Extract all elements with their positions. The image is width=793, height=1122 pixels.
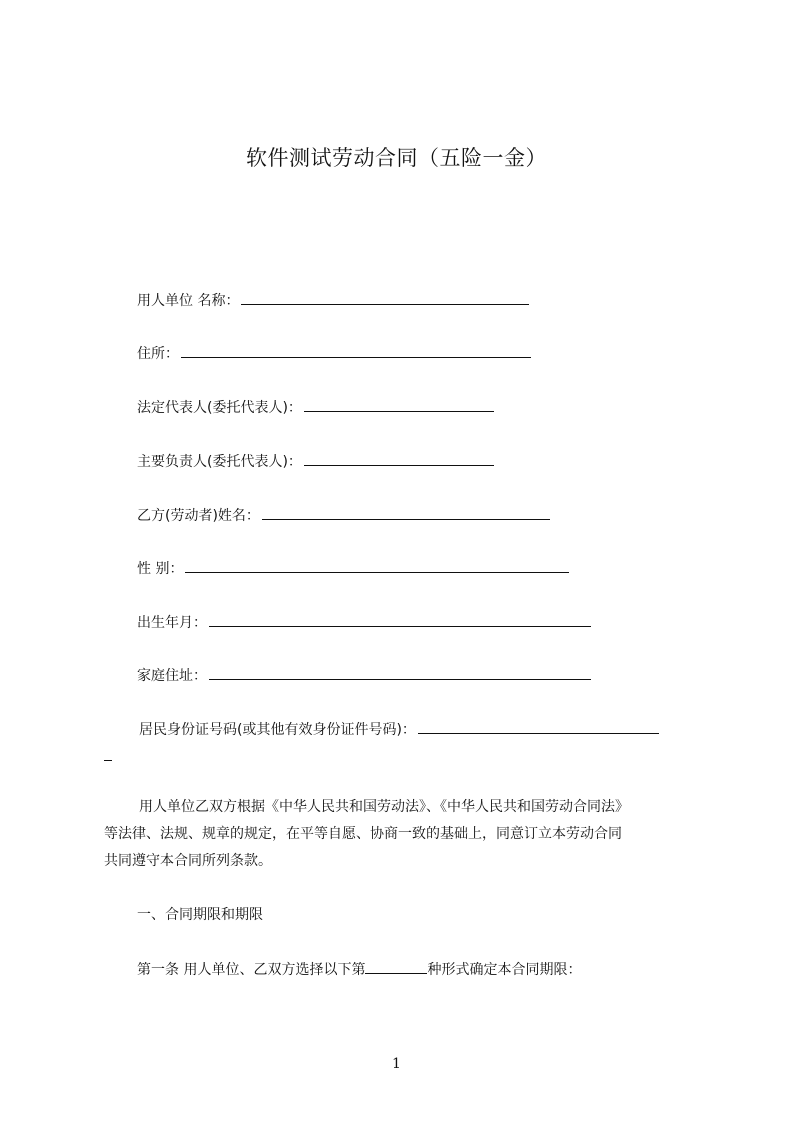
home-address-label: 家庭住址： [137, 668, 207, 684]
legal-rep-label: 法定代表人(委托代表人)： [137, 400, 302, 416]
article-1-text-before: 第一条 用人单位、乙双方选择以下第 [137, 962, 366, 978]
employee-name-field [137, 505, 550, 526]
id-number-blank [418, 719, 659, 734]
birth-date-blank [209, 612, 591, 627]
intro-line-3: 共同遵守本合同所列条款。 [104, 853, 272, 869]
gender-blank [185, 558, 569, 573]
id-number-blank-continuation [104, 760, 112, 761]
birth-date-label: 出生年月： [137, 615, 207, 631]
home-address-field [137, 665, 591, 686]
address-blank [181, 343, 531, 358]
section-heading-contract-term: 一、合同期限和期限 [137, 907, 263, 923]
principal-blank [304, 451, 494, 466]
article-1 [137, 959, 581, 980]
principal-label: 主要负责人(委托代表人)： [137, 454, 302, 470]
employer-name-blank [241, 290, 529, 305]
principal-field [137, 451, 494, 472]
employee-name-label: 乙方(劳动者)姓名： [137, 508, 260, 524]
document-title: 软件测试劳动合同（五险一金） [246, 146, 547, 170]
legal-rep-blank [304, 397, 494, 412]
home-address-blank [209, 665, 591, 680]
birth-date-field [137, 612, 591, 633]
gender-field [137, 558, 569, 579]
id-number-field [139, 719, 659, 740]
legal-rep-field [137, 397, 494, 418]
address-label: 住所： [137, 346, 179, 362]
employer-name-field [137, 290, 529, 311]
intro-line-1: 用人单位乙双方根据《中华人民共和国劳动法》、《中华人民共和国劳动合同法》 [139, 799, 629, 815]
id-number-label: 居民身份证号码(或其他有效身份证件号码)： [139, 722, 416, 738]
article-1-blank [365, 959, 427, 974]
address-field [137, 343, 531, 364]
intro-line-2: 等法律、法规、规章的规定，在平等自愿、协商一致的基础上，同意订立本劳动合同 [104, 826, 622, 842]
employee-name-blank [262, 505, 550, 520]
page-number: 1 [392, 1056, 401, 1072]
article-1-text-after: 种形式确定本合同期限： [427, 962, 582, 978]
employer-name-label: 用人单位 名称： [137, 293, 240, 309]
gender-label: 性 别： [137, 561, 184, 577]
